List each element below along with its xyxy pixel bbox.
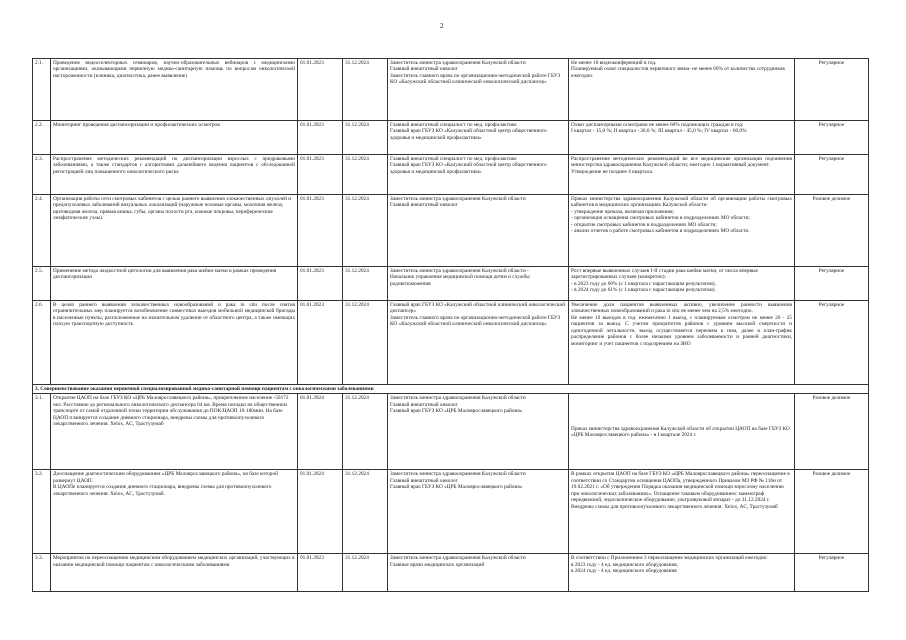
measure-type: Регулярное [795, 267, 869, 301]
measure-cell: Применение метода жидкостной цитологии для выявления рака шейки матки в рамках проведения диспансеризации [51, 267, 298, 301]
result-cell: Приказ министерства здравоохранения Калужской области об открытии ЦАОП на базе ГБУЗ КО «ЦРБ Малоярославецкого района» - в I квартале 2024 г. [569, 394, 795, 470]
measure-type: Регулярное [795, 301, 869, 385]
measure-cell: Открытие ЦАОП на базе ГБУЗ КО «ЦРБ Малоярославецкого района», прикрепленное население -50172 чел. Расстояние до регионального онкологического диспансера 64 км. Время поездки на общественном транспорте от самой отдаленной точки территории обслуживания до ПОК/ЦАОП 10-180мин. На базе ЦАОП планируется создание дневного стационара, внедрены схемы для противоопухолевого лекарственного лечения: Xelox, AC, Трастузумаб [51, 394, 298, 470]
row-number: 3.1. [33, 394, 51, 470]
measure-cell: Распространение методических рекомендаций по диспансеризации взрослых с предраковыми заболеваниями, а также стандартов с алгоритмами дальнейшего ведения пациентов с обследованной регистрацией лиц повышенного онкологического риска [51, 155, 298, 195]
start-date: 01.01.2023 [298, 121, 343, 155]
end-date: 31.12.2024 [343, 267, 388, 301]
result-cell: Увеличение доли пациентов выявленных активно, увеличение ранности выявления злокачественных новообразований и рака in situ не менее чем на 2,5% ежегодно. Не менее 10 выездов в год: ежемесячно 1 выезд, с планируемым осмотром не менее 20 - 25 пациентов за выезд. С учетом приоритетов районов с уровнем высокой смертности и одногодичной летальности, выезд осуществляется перечнем к ним, далее в план-график распределение районов с более низкими уровнем заболеваемости и ранней диагностики, мониторинг и учет пациентов с подозрением на ЗНО [569, 301, 795, 385]
table-row [33, 394, 869, 470]
result-cell: Рост впервые выявленных случаев I-II стадии рака шейки матки, от числа впервые зарегистрированных случаев (конкретно): - в 2023 году до 60% (с 1 квартала с нарастающим результатом), - в 2024 году до 61% (с 1 квартала с нарастающим результатом). [569, 267, 795, 301]
end-date: 31.12.2024 [343, 121, 388, 155]
measures-table [32, 58, 869, 592]
responsible-cell: Заместитель министра здравоохранения Калужской области Главный внештатный онколог Главный врач ГБУЗ КО «ЦРБ Малоярославецкого района» [388, 394, 569, 470]
measure-type: Регулярное [795, 155, 869, 195]
result-cell: Приказ министерства здравоохранения Калужской области об организации работы смотровых кабинетов в медицинских организациях Калужской области: - утверждение приказа, включая приложения; - организация оснащения смотровых кабинетов в подразделениях МО области; - открытие смотровых кабинетов в подразделениях МО области; - анализ отчетов о работе смотровых кабинетов в подразделениях МО области. [569, 195, 795, 267]
row-number: 3.2. [33, 470, 51, 554]
table-row [33, 554, 869, 592]
row-number: 3.3. [33, 554, 51, 592]
responsible-cell: Заместитель министра здравоохранения Калужской области Главный внештатный онколог Заместитель главного врача по организационно-методической работе ГБУЗ КО «Калужский областной клинический онкологический диспансер» [388, 59, 569, 121]
measure-type: Разовое делимое [795, 394, 869, 470]
row-number: 2.2. [33, 121, 51, 155]
result-cell: В соответствии с Приложением 3 переоснащение медицинских организаций ежегодно: в 2023 году - 4 ед. медицинского оборудования, в 2024 году - 4 ед. медицинского оборудования [569, 554, 795, 592]
measure-cell: Проведение видеоселекторных семинаров, научно-образовательных вебинаров с медицинскими организациями, оказывающими первичную медико-санитарную помощь по вопросам онкологической настороженности (клиника, диагностика, ранее выявление) [51, 59, 298, 121]
end-date: 31.12.2024 [343, 470, 388, 554]
responsible-cell: Заместитель министра здравоохранения Калужской области Главные врачи медицинских организаций [388, 554, 569, 592]
table-row [33, 470, 869, 554]
page-number: 2 [440, 22, 444, 30]
responsible-cell: Заместитель министра здравоохранения Калужской области Главный внештатный онколог Главный врач ГБУЗ КО «ЦРБ Малоярославецкого района» [388, 470, 569, 554]
end-date: 31.12.2024 [343, 301, 388, 385]
end-date: 31.12.2024 [343, 155, 388, 195]
start-date: 01.01.2023 [298, 301, 343, 385]
measure-type: Регулярное [795, 59, 869, 121]
measure-cell: Организация работы сети смотровых кабинетов с целью раннего выявления злокачественных опухолей и предопухолевых заболеваний визуальных локализаций (наружные половые органы, молочная железа, щитовидная железа, прямая кишка, губы, органы полости рта, кожные покровы, периферические лимфатические узлы). [51, 195, 298, 267]
start-date: 01.01.2023 [298, 59, 343, 121]
row-number: 2.3. [33, 155, 51, 195]
result-cell: Распространение методических рекомендаций во все медицинские организации подчинения министерства здравоохранения Калужской области; ежегодно 1 нормативный документ. Утверждение не позднее 4 квартала. [569, 155, 795, 195]
responsible-cell: Главный внештатный специалист по мед. профилактике Главный врач ГБУЗ КО «Калужский областной центр общественного здоровья и медицинской профилактики» [388, 155, 569, 195]
result-cell: В рамках открытия ЦАОП на базе ГБУЗ КО «ЦРБ Малоярославецкого района» переоснащение в соответствии со Стандартом оснащения ЦАОПа, утвержденного Приказом МЗ РФ № 116н от 19.02.2021 г. «Об утверждении Порядка оказания медицинской помощи взрослому населению при онкологических заболеваниях». Оснащение таковым оборудованием: маммограф передвижной, эндоскопическое оборудование, ультразвуковой аппарат - до 31.12.2024 г. Внедрены схемы для противоопухолевого лекарственного лечения: Xelox, AC, Трастузумаб [569, 470, 795, 554]
table-row [33, 267, 869, 301]
row-number: 2.4. [33, 195, 51, 267]
row-number: 2.1. [33, 59, 51, 121]
measure-cell: Мероприятия по переоснащению медицинским оборудованием медицинских организаций, участвующих в оказании медицинской помощи пациентам с онкологическими заболеваниями [51, 554, 298, 592]
responsible-cell: Заместитель министра здравоохранения Калужской области - Начальник управления медицинской помощи детям и службы родовспоможения [388, 267, 569, 301]
section-title: 3. Совершенствование оказания первичной специализированной медико-санитарной помощи пациентам с онкологическими заболеваниями [33, 385, 869, 394]
start-date: 01.01.2023 [298, 554, 343, 592]
table-row [33, 301, 869, 385]
measure-cell: В целях раннего выявления злокачественных новообразований и рака in situ после снятия ограничительных мер планируется возобновление совместных выездов мобильной медицинской бригады в населенные пункты, расположенные на значительном удалении от областного центра, а также имеющих плохую транспортную доступность [51, 301, 298, 385]
start-date: 01.01.2024 [298, 394, 343, 470]
measure-cell: Мониторинг проведения диспансеризации и профилактических осмотров [51, 121, 298, 155]
start-date: 01.01.2023 [298, 155, 343, 195]
table-row [33, 155, 869, 195]
end-date: 31.12.2024 [343, 195, 388, 267]
section-header-row [33, 385, 869, 394]
table-row [33, 59, 869, 121]
measure-type: Разовое делимое [795, 195, 869, 267]
responsible-cell: Заместитель министра здравоохранения Калужской области Главный внештатный онколог [388, 195, 569, 267]
measure-cell: Дооснащение диагностическим оборудованием «ЦРБ Малоярославецкого района», на базе которой развернут ЦАОП. В ЦАОПе планируется создание дневного стационара, внедрены схемы для противоопухолевого лекарственного лечения: Xelox, AC, Трастузумаб. [51, 470, 298, 554]
responsible-cell: Главный внештатный специалист по мед. профилактике Главный врач ГБУЗ КО «Калужский областной центр общественного здоровья и медицинской профилактики» [388, 121, 569, 155]
start-date: 01.01.2023 [298, 267, 343, 301]
table-row [33, 121, 869, 155]
table-row [33, 195, 869, 267]
measure-type: Регулярное [795, 121, 869, 155]
responsible-cell: Главный врач ГБУЗ КО «Калужский областной клинический онкологический диспансер» Заместитель главного врача по организационно-методической работе ГБУЗ КО «Калужский областной клинический онкологический диспансер» [388, 301, 569, 385]
result-cell: Охват диспансерными осмотрами не менее 60% подлежащих граждан в год: I квартал - 15,0 %; II квартал - 30,0 %; III квартал - 45,0 %; IV квартал - 60,0% [569, 121, 795, 155]
result-cell: Не менее 10 видеоконференций в год. Планируемый охват специалистов первичного звена- не менее 60% от количества сотрудников ежегодно. [569, 59, 795, 121]
row-number: 2.5. [33, 267, 51, 301]
end-date: 31.12.2024 [343, 394, 388, 470]
end-date: 31.12.2024 [343, 554, 388, 592]
measure-type: Разовое делимое [795, 470, 869, 554]
measure-type: Регулярное [795, 554, 869, 592]
start-date: 01.01.2024 [298, 470, 343, 554]
end-date: 31.12.2024 [343, 59, 388, 121]
start-date: 01.01.2023 [298, 195, 343, 267]
row-number: 2.6. [33, 301, 51, 385]
